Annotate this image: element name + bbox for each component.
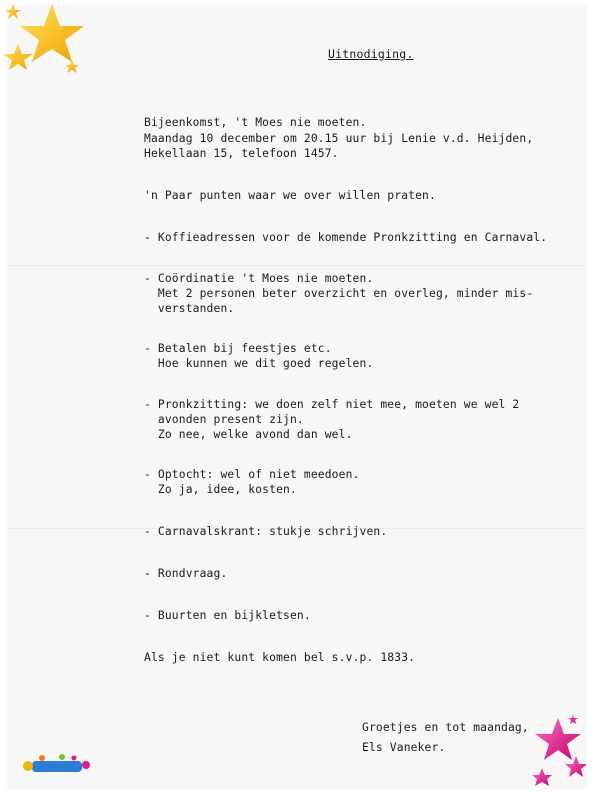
signature-name: Els Vaneker. — [362, 741, 446, 754]
agenda-item-continued: verstanden. — [144, 302, 235, 315]
document-title: Uitnodiging. — [328, 47, 414, 61]
closing-text: Als je niet kunt komen bel s.v.p. 1833. — [144, 651, 416, 664]
intro-line: Hekellaan 15, telefoon 1457. — [144, 147, 339, 160]
signature-greeting: Groetjes en tot maandag, — [362, 721, 529, 734]
agenda-item: - Pronkzitting: we doen zelf niet mee, moeten we wel 2 — [144, 398, 520, 411]
agenda-item: - Betalen bij feestjes etc. — [144, 342, 332, 355]
agenda-item-continued: Hoe kunnen we dit goed regelen. — [144, 357, 374, 370]
lead-text: 'n Paar punten waar we over willen praten. — [144, 189, 436, 202]
agenda-item: - Buurten en bijkletsen. — [144, 609, 311, 622]
pink-stars-icon — [520, 712, 595, 794]
agenda-item-continued: avonden present zijn. — [144, 413, 304, 426]
gold-stars-icon — [0, 0, 90, 80]
agenda-item: - Rondvraag. — [144, 567, 228, 580]
agenda-item: - Coördinatie 't Moes nie moeten. — [144, 272, 374, 285]
agenda-item-continued: Met 2 personen beter overzicht en overleg, minder mis- — [144, 287, 534, 300]
agenda-item: - Koffieadressen voor de komende Pronkzitting en Carnaval. — [144, 231, 548, 244]
agenda-item: - Optocht: wel of niet meedoen. — [144, 468, 360, 481]
site-logo-icon — [18, 752, 94, 776]
agenda-item-continued: Zo ja, idee, kosten. — [144, 483, 297, 496]
intro-line: Bijeenkomst, 't Moes nie moeten. — [144, 116, 367, 129]
agenda-item: - Carnavalskrant: stukje schrijven. — [144, 525, 388, 538]
agenda-item-continued: Zo nee, welke avond dan wel. — [144, 428, 353, 441]
intro-line: Maandag 10 december om 20.15 uur bij Lenie v.d. Heijden, — [144, 132, 534, 145]
fold-line — [8, 265, 586, 266]
